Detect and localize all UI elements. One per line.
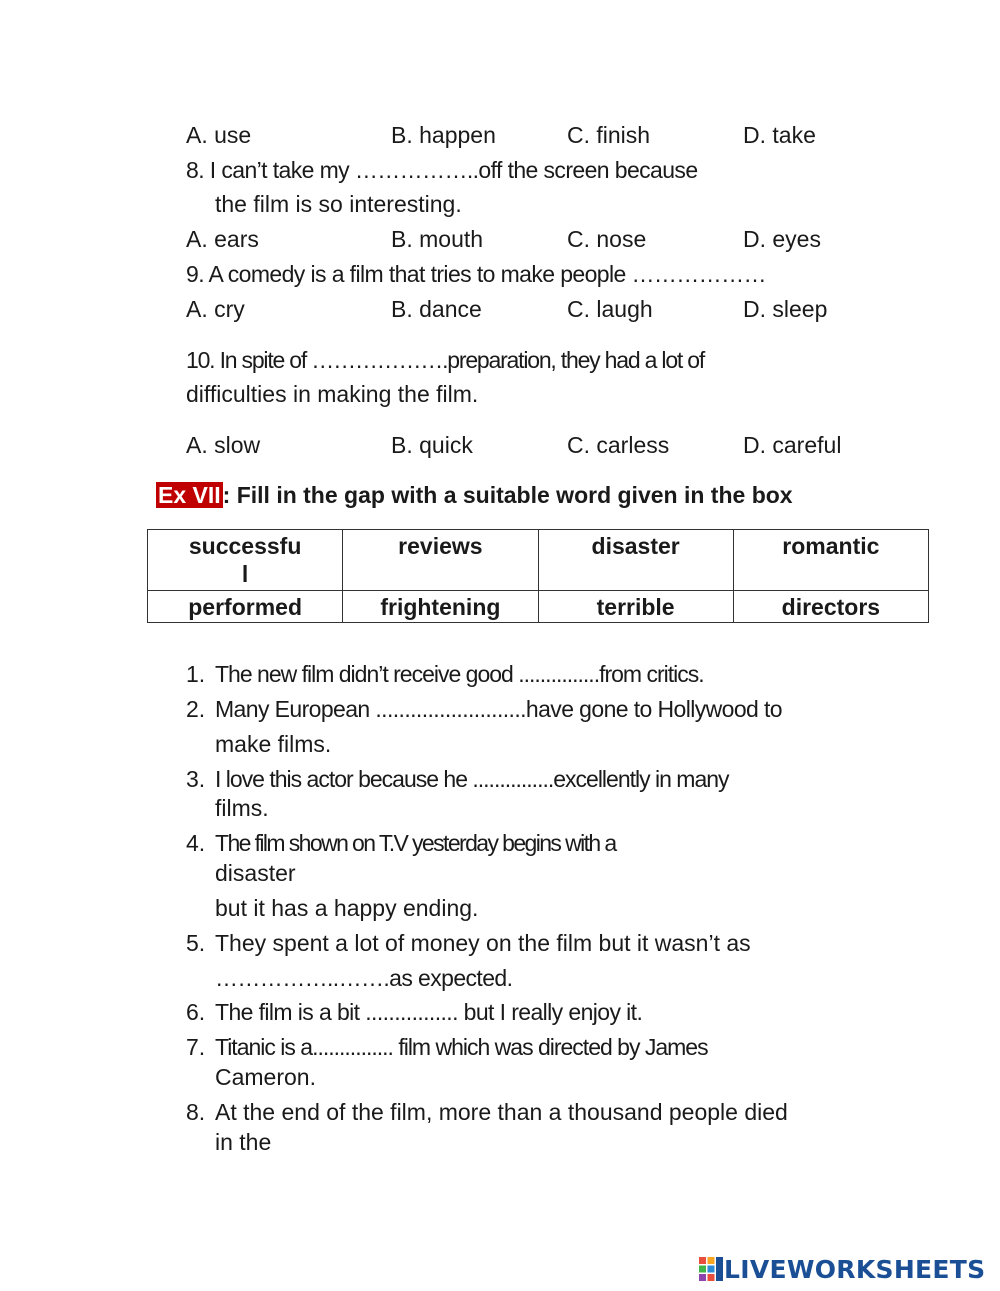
sentence-line: The new film didn’t receive good ...............from critics. xyxy=(215,661,704,687)
option-b: B. happen xyxy=(391,122,496,148)
option-b: B. mouth xyxy=(391,226,484,252)
sentence-line: make films. xyxy=(215,731,332,757)
word-box-row xyxy=(148,591,929,623)
option-c: C. carless xyxy=(567,432,670,458)
sentence-line: They spent a lot of money on the film but it wasn’t as xyxy=(215,930,751,956)
question-text: 10. In spite of ……………….preparation, they had a lot of xyxy=(186,347,705,373)
sentence-line: At the end of the film, more than a thousand people died xyxy=(215,1099,788,1125)
exercise-heading xyxy=(156,480,793,510)
logo-text: LIVEWORKSHEETS xyxy=(724,1254,986,1284)
option-b: B. quick xyxy=(391,432,473,458)
sentence-line: but it has a happy ending. xyxy=(215,895,479,921)
sentence-line: Many European ..........................have gone to Hollywood to xyxy=(215,696,782,722)
sentence-number: 5. xyxy=(186,930,206,956)
sentence-line: ……………..…….as expected. xyxy=(215,965,513,991)
question-text: 9. A comedy is a film that tries to make people ……………… xyxy=(186,261,766,287)
sentence-line: in the xyxy=(215,1129,272,1155)
word-cell-part: successfu xyxy=(188,533,302,559)
sentence-line: Cameron. xyxy=(215,1064,316,1090)
exercise-instruction: : Fill in the gap with a suitable word given in the box xyxy=(222,482,793,508)
liveworksheets-logo xyxy=(698,1254,985,1284)
question-text-cont: the film is so interesting. xyxy=(215,191,462,217)
sentence-line: The film is a bit ................ but I really enjoy it. xyxy=(215,999,643,1025)
sentence-number: 6. xyxy=(186,999,206,1025)
sentence-line: I love this actor because he ...............excellently in many xyxy=(215,766,729,792)
sentence-number: 1. xyxy=(186,661,206,687)
word-cell: disaster xyxy=(538,530,733,591)
option-d: D. eyes xyxy=(743,226,821,252)
sentence-line: disaster xyxy=(215,860,296,886)
word-cell: directors xyxy=(733,591,928,623)
word-cell: reviews xyxy=(343,530,538,591)
option-c: C. finish xyxy=(567,122,651,148)
word-box-row xyxy=(148,530,929,591)
option-a: A. use xyxy=(186,122,252,148)
sentence-number: 3. xyxy=(186,766,206,792)
option-c: C. nose xyxy=(567,226,647,252)
sentence-number: 4. xyxy=(186,830,206,856)
sentence-number: 7. xyxy=(186,1034,206,1060)
sentence-line: films. xyxy=(215,795,269,821)
option-c: C. laugh xyxy=(567,296,653,322)
option-d: D. careful xyxy=(743,432,842,458)
sentence-number: 8. xyxy=(186,1099,206,1125)
sentence-number: 2. xyxy=(186,696,206,722)
option-d: D. sleep xyxy=(743,296,828,322)
sentence-line: Titanic is a............... film which was directed by James xyxy=(215,1034,708,1060)
word-cell: frightening xyxy=(343,591,538,623)
question-text: 8. I can’t take my ……………..off the screen because xyxy=(186,157,698,183)
word-box xyxy=(147,529,929,623)
logo-mark-icon xyxy=(698,1256,724,1282)
option-b: B. dance xyxy=(391,296,482,322)
exercise-badge: Ex VII xyxy=(158,482,221,508)
option-a: A. cry xyxy=(186,296,245,322)
word-cell: terrible xyxy=(538,591,733,623)
option-a: A. slow xyxy=(186,432,261,458)
word-cell: performed xyxy=(148,591,343,623)
option-a: A. ears xyxy=(186,226,259,252)
question-text-cont: difficulties in making the film. xyxy=(186,381,479,407)
sentence-line: The film shown on T.V yesterday begins with a xyxy=(215,830,616,856)
word-cell-part: l xyxy=(241,561,249,587)
option-d: D. take xyxy=(743,122,816,148)
word-cell xyxy=(148,530,343,591)
word-cell: romantic xyxy=(733,530,928,591)
